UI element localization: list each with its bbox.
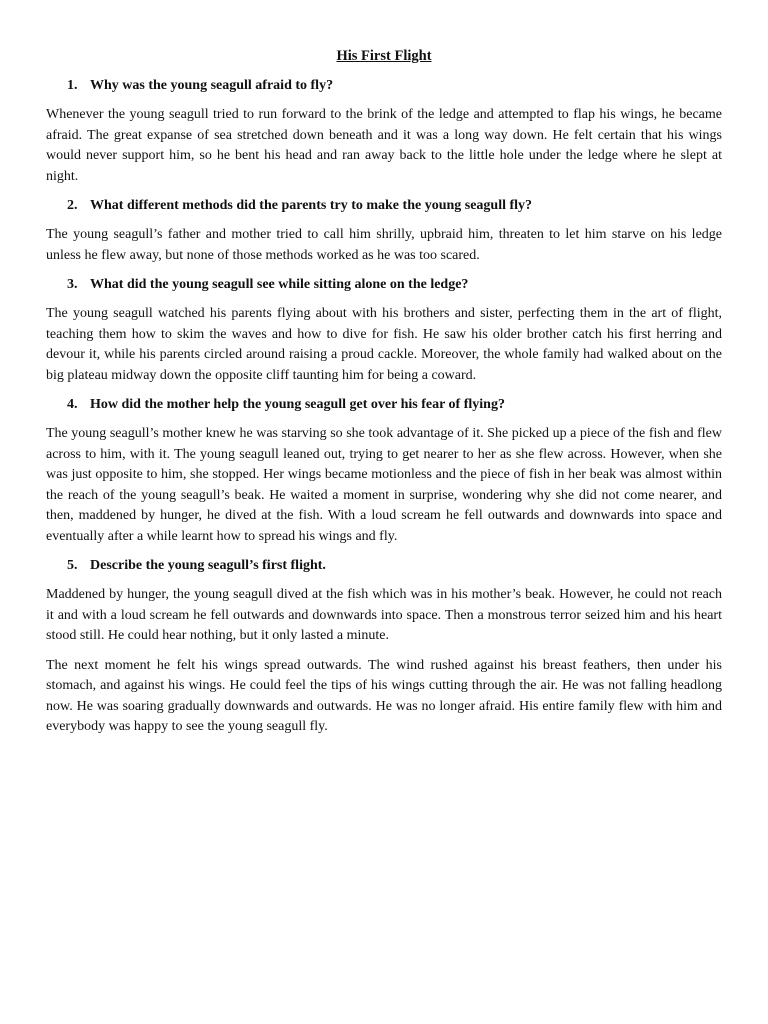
question-text: What did the young seagull see while sitting alone on the ledge? (90, 277, 469, 292)
question-text: Why was the young seagull afraid to fly? (90, 78, 334, 93)
question-1 (46, 76, 722, 96)
question-4 (46, 395, 722, 415)
answer-paragraph: Whenever the young seagull tried to run forward to the brink of the ledge and attempted to flap his wings, he became afraid. The great expanse of sea stretched down beneath and it was a long way down. He felt certain that his wings would never support him, so he bent his head and ran away back to the little hole under the ledge where he slept at night. (46, 107, 722, 184)
question-number: 2. (67, 198, 78, 213)
question-number: 5. (67, 558, 78, 573)
answer-paragraph: The young seagull’s father and mother tried to call him shrilly, upbraid him, threaten to let him starve on his ledge unless he flew away, but none of those methods worked as he was too scared. (46, 227, 722, 263)
question-number: 1. (67, 78, 78, 93)
question-5 (46, 556, 722, 576)
answer-paragraph: The next moment he felt his wings spread outwards. The wind rushed against his breast feathers, then under his stomach, and against his wings. He could feel the tips of his wings cutting through the air. He was not falling headlong now. He was soaring gradually downwards and outwards. He was no longer afraid. His entire family flew with him and everybody was happy to see the young seagull fly. (46, 657, 722, 734)
answer-paragraph: The young seagull watched his parents flying about with his brothers and sister, perfecting them in the art of flight, teaching them how to skim the waves and how to dive for fish. He saw his older brother catch his first herring and devour it, while his parents circled around raising a proud cackle. Moreover, the whole family had walked about on the big plateau midway down the opposite cliff taunting him for being a coward. (46, 306, 722, 383)
answer-paragraph: The young seagull’s mother knew he was starving so she took advantage of it. She picked up a piece of the fish and flew across to him, with it. The young seagull leaned out, trying to get nearer to her as she flew across. However, when she was just opposite to him, she stopped. Her wings became motionless and the piece of fish in her beak was almost within the reach of the young seagull’s beak. He waited a moment in surprise, wondering why she did not come nearer, and then, maddened by hunger, he dived at the fish. With a loud scream he fell outwards and downwards into space and eventually after a while learnt how to spread his wings and fly. (46, 426, 722, 544)
question-text: How did the mother help the young seagull get over his fear of flying? (90, 397, 505, 412)
question-3 (46, 275, 722, 295)
question-2 (46, 196, 722, 216)
question-number: 3. (67, 277, 78, 292)
question-number: 4. (67, 397, 78, 412)
question-text: What different methods did the parents try to make the young seagull fly? (90, 198, 533, 213)
document-title: His First Flight (336, 48, 432, 64)
question-text: Describe the young seagull’s first flight. (90, 558, 326, 573)
answer-paragraph: Maddened by hunger, the young seagull dived at the fish which was in his mother’s beak. However, he could not reach it and with a loud scream he fell outwards and downwards into space. Then a monstrous terror seized him and his heart stood still. He could hear nothing, but it only lasted a minute. (46, 587, 722, 643)
